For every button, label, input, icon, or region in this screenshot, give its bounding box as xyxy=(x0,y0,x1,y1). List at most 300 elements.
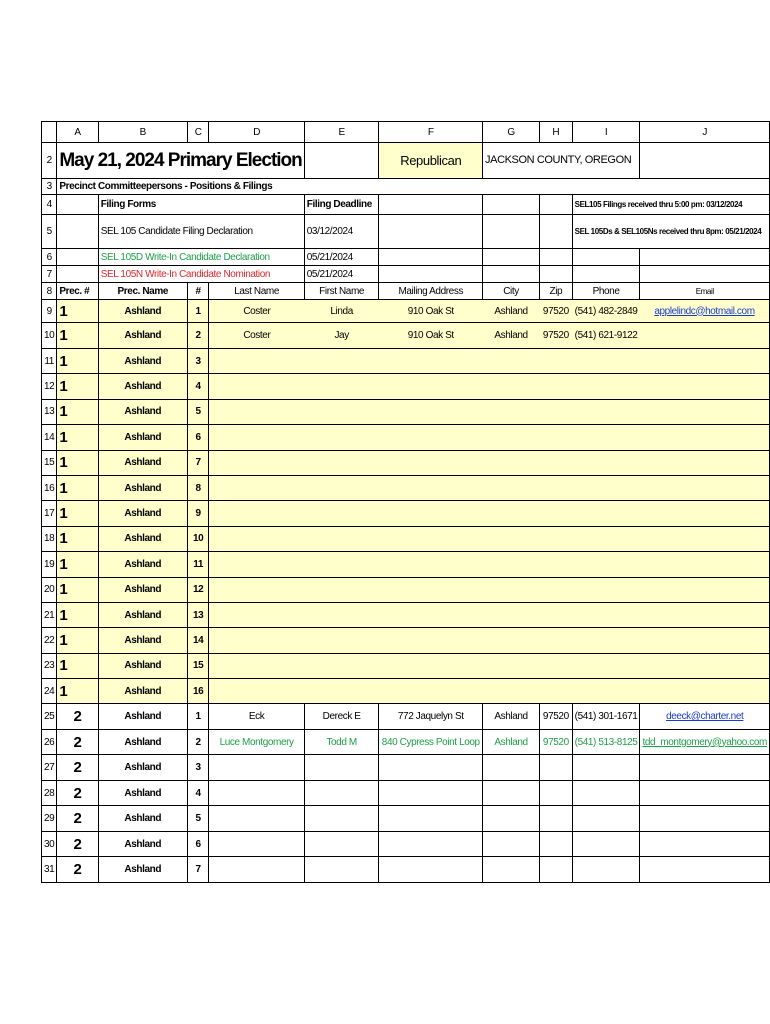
precinct-number[interactable]: 2 xyxy=(57,806,98,832)
first-name[interactable] xyxy=(304,857,379,883)
email[interactable] xyxy=(640,857,770,883)
email[interactable] xyxy=(640,425,770,450)
row-number[interactable]: 7 xyxy=(42,266,57,283)
first-name[interactable] xyxy=(304,475,379,500)
cell[interactable] xyxy=(379,249,483,266)
precinct-number[interactable]: 1 xyxy=(57,628,98,653)
precinct-number[interactable]: 2 xyxy=(57,831,98,857)
row-number[interactable]: 27 xyxy=(42,755,57,781)
mailing-address[interactable] xyxy=(379,475,483,500)
row-number[interactable]: 13 xyxy=(42,399,57,424)
zip[interactable] xyxy=(540,501,573,526)
email[interactable] xyxy=(640,831,770,857)
city[interactable] xyxy=(483,755,540,781)
filing-note[interactable]: SEL 105Ds & SEL105Ns received thru 8pm: 05/21/2024 xyxy=(572,215,769,249)
zip[interactable] xyxy=(540,780,573,806)
position-number[interactable]: 5 xyxy=(187,399,209,424)
row-number[interactable]: 29 xyxy=(42,806,57,832)
zip[interactable] xyxy=(540,831,573,857)
city[interactable] xyxy=(483,374,540,399)
row-number[interactable]: 10 xyxy=(42,323,57,349)
zip[interactable] xyxy=(540,653,573,678)
city[interactable] xyxy=(483,628,540,653)
precinct-number[interactable]: 1 xyxy=(57,679,98,704)
phone[interactable] xyxy=(572,831,640,857)
city[interactable] xyxy=(483,501,540,526)
first-name[interactable] xyxy=(304,577,379,602)
precinct-name[interactable]: Ashland xyxy=(98,806,187,832)
cell[interactable] xyxy=(572,266,640,283)
precinct-name[interactable]: Ashland xyxy=(98,679,187,704)
email[interactable] xyxy=(640,755,770,781)
column-header[interactable]: G xyxy=(483,122,540,143)
row-number[interactable]: 19 xyxy=(42,552,57,577)
position-number[interactable]: 1 xyxy=(187,704,209,730)
filing-deadline[interactable]: 03/12/2024 xyxy=(304,215,379,249)
position-number[interactable]: 1 xyxy=(187,300,209,323)
header-phone[interactable]: Phone xyxy=(572,283,640,300)
last-name[interactable] xyxy=(209,857,304,883)
city[interactable] xyxy=(483,806,540,832)
cell[interactable] xyxy=(483,249,540,266)
position-number[interactable]: 13 xyxy=(187,602,209,627)
email[interactable] xyxy=(640,323,770,349)
last-name[interactable] xyxy=(209,628,304,653)
position-number[interactable]: 10 xyxy=(187,526,209,551)
precinct-number[interactable]: 2 xyxy=(57,857,98,883)
mailing-address[interactable] xyxy=(379,602,483,627)
row-number[interactable]: 15 xyxy=(42,450,57,475)
city[interactable]: Ashland xyxy=(483,323,540,349)
mailing-address[interactable] xyxy=(379,628,483,653)
row-number[interactable]: 3 xyxy=(42,179,57,195)
phone[interactable] xyxy=(572,653,640,678)
zip[interactable]: 97520 xyxy=(540,729,573,755)
position-number[interactable]: 2 xyxy=(187,323,209,349)
position-number[interactable]: 16 xyxy=(187,679,209,704)
email[interactable]: tdd_montgomery@yahoo.com xyxy=(640,729,770,755)
mailing-address[interactable] xyxy=(379,780,483,806)
position-number[interactable]: 4 xyxy=(187,780,209,806)
zip[interactable] xyxy=(540,526,573,551)
phone[interactable] xyxy=(572,806,640,832)
last-name[interactable] xyxy=(209,450,304,475)
phone[interactable] xyxy=(572,628,640,653)
city[interactable] xyxy=(483,475,540,500)
row-number[interactable]: 6 xyxy=(42,249,57,266)
precinct-name[interactable]: Ashland xyxy=(98,755,187,781)
zip[interactable] xyxy=(540,602,573,627)
mailing-address[interactable] xyxy=(379,349,483,374)
phone[interactable] xyxy=(572,425,640,450)
first-name[interactable] xyxy=(304,755,379,781)
email[interactable] xyxy=(640,602,770,627)
row-number[interactable]: 11 xyxy=(42,349,57,374)
city[interactable] xyxy=(483,679,540,704)
cell[interactable] xyxy=(640,143,770,179)
header-email[interactable]: Email xyxy=(640,283,770,300)
cell[interactable] xyxy=(540,215,573,249)
position-number[interactable]: 6 xyxy=(187,831,209,857)
last-name[interactable] xyxy=(209,806,304,832)
mailing-address[interactable] xyxy=(379,755,483,781)
first-name[interactable] xyxy=(304,780,379,806)
precinct-number[interactable]: 1 xyxy=(57,501,98,526)
header-prec[interactable]: Prec. # xyxy=(57,283,98,300)
first-name[interactable]: Jay xyxy=(304,323,379,349)
position-number[interactable]: 14 xyxy=(187,628,209,653)
phone[interactable]: (541) 621-9122 xyxy=(572,323,640,349)
first-name[interactable] xyxy=(304,425,379,450)
precinct-number[interactable]: 2 xyxy=(57,704,98,730)
zip[interactable] xyxy=(540,857,573,883)
precinct-number[interactable]: 1 xyxy=(57,653,98,678)
last-name[interactable] xyxy=(209,577,304,602)
filing-deadline[interactable]: 05/21/2024 xyxy=(304,266,379,283)
position-number[interactable]: 3 xyxy=(187,755,209,781)
position-number[interactable]: 8 xyxy=(187,475,209,500)
zip[interactable]: 97520 xyxy=(540,300,573,323)
phone[interactable] xyxy=(572,679,640,704)
cell[interactable] xyxy=(540,195,573,215)
precinct-name[interactable]: Ashland xyxy=(98,450,187,475)
zip[interactable] xyxy=(540,450,573,475)
last-name[interactable] xyxy=(209,653,304,678)
precinct-name[interactable]: Ashland xyxy=(98,729,187,755)
mailing-address[interactable] xyxy=(379,374,483,399)
zip[interactable] xyxy=(540,475,573,500)
email[interactable] xyxy=(640,399,770,424)
filing-form-name[interactable]: SEL 105D Write-In Candidate Declaration xyxy=(98,249,304,266)
first-name[interactable] xyxy=(304,831,379,857)
zip[interactable] xyxy=(540,374,573,399)
precinct-name[interactable]: Ashland xyxy=(98,374,187,399)
email[interactable]: applelindc@hotmail.com xyxy=(640,300,770,323)
position-number[interactable]: 15 xyxy=(187,653,209,678)
precinct-name[interactable]: Ashland xyxy=(98,399,187,424)
row-number[interactable]: 24 xyxy=(42,679,57,704)
last-name[interactable]: Coster xyxy=(209,323,304,349)
page-title[interactable]: May 21, 2024 Primary Election xyxy=(57,143,304,179)
cell[interactable] xyxy=(57,195,98,215)
filing-form-name[interactable]: SEL 105N Write-In Candidate Nomination xyxy=(98,266,304,283)
first-name[interactable]: Dereck E xyxy=(304,704,379,730)
cell[interactable] xyxy=(483,215,540,249)
last-name[interactable] xyxy=(209,679,304,704)
last-name[interactable] xyxy=(209,399,304,424)
position-number[interactable]: 7 xyxy=(187,450,209,475)
position-number[interactable]: 4 xyxy=(187,374,209,399)
precinct-number[interactable]: 1 xyxy=(57,300,98,323)
last-name[interactable]: Coster xyxy=(209,300,304,323)
email[interactable] xyxy=(640,780,770,806)
last-name[interactable] xyxy=(209,374,304,399)
filing-form-name[interactable]: SEL 105 Candidate Filing Declaration xyxy=(98,215,304,249)
precinct-name[interactable]: Ashland xyxy=(98,349,187,374)
precinct-name[interactable]: Ashland xyxy=(98,831,187,857)
filing-deadline-label[interactable]: Filing Deadline xyxy=(304,195,379,215)
column-header[interactable]: D xyxy=(209,122,304,143)
email[interactable] xyxy=(640,526,770,551)
row-number[interactable]: 28 xyxy=(42,780,57,806)
zip[interactable] xyxy=(540,755,573,781)
row-number[interactable]: 2 xyxy=(42,143,57,179)
cell[interactable] xyxy=(572,249,640,266)
column-header[interactable]: H xyxy=(540,122,573,143)
cell[interactable] xyxy=(640,249,770,266)
zip[interactable] xyxy=(540,399,573,424)
email[interactable] xyxy=(640,806,770,832)
city[interactable] xyxy=(483,602,540,627)
precinct-number[interactable]: 1 xyxy=(57,425,98,450)
header-zip[interactable]: Zip xyxy=(540,283,573,300)
row-number[interactable]: 16 xyxy=(42,475,57,500)
last-name[interactable] xyxy=(209,501,304,526)
mailing-address[interactable] xyxy=(379,653,483,678)
precinct-number[interactable]: 1 xyxy=(57,399,98,424)
city[interactable] xyxy=(483,425,540,450)
cell[interactable] xyxy=(57,215,98,249)
precinct-name[interactable]: Ashland xyxy=(98,323,187,349)
phone[interactable] xyxy=(572,349,640,374)
mailing-address[interactable] xyxy=(379,806,483,832)
last-name[interactable] xyxy=(209,780,304,806)
row-number[interactable]: 8 xyxy=(42,283,57,300)
row-number[interactable]: 23 xyxy=(42,653,57,678)
city[interactable] xyxy=(483,780,540,806)
county-label[interactable]: JACKSON COUNTY, OREGON xyxy=(483,143,640,179)
mailing-address[interactable] xyxy=(379,679,483,704)
column-header[interactable]: E xyxy=(304,122,379,143)
header-num[interactable]: # xyxy=(187,283,209,300)
mailing-address[interactable] xyxy=(379,526,483,551)
first-name[interactable] xyxy=(304,374,379,399)
last-name[interactable] xyxy=(209,755,304,781)
phone[interactable] xyxy=(572,501,640,526)
position-number[interactable]: 5 xyxy=(187,806,209,832)
row-number[interactable]: 18 xyxy=(42,526,57,551)
last-name[interactable] xyxy=(209,526,304,551)
email[interactable] xyxy=(640,653,770,678)
phone[interactable] xyxy=(572,399,640,424)
column-header[interactable]: B xyxy=(98,122,187,143)
row-number[interactable]: 30 xyxy=(42,831,57,857)
last-name[interactable] xyxy=(209,831,304,857)
first-name[interactable] xyxy=(304,679,379,704)
zip[interactable] xyxy=(540,552,573,577)
position-number[interactable]: 9 xyxy=(187,501,209,526)
precinct-name[interactable]: Ashland xyxy=(98,628,187,653)
precinct-name[interactable]: Ashland xyxy=(98,475,187,500)
precinct-number[interactable]: 1 xyxy=(57,450,98,475)
email[interactable]: deeck@charter.net xyxy=(640,704,770,730)
city[interactable]: Ashland xyxy=(483,704,540,730)
first-name[interactable] xyxy=(304,806,379,832)
mailing-address[interactable] xyxy=(379,577,483,602)
first-name[interactable] xyxy=(304,653,379,678)
precinct-number[interactable]: 1 xyxy=(57,323,98,349)
mailing-address[interactable] xyxy=(379,399,483,424)
phone[interactable] xyxy=(572,755,640,781)
city[interactable] xyxy=(483,526,540,551)
first-name[interactable] xyxy=(304,552,379,577)
last-name[interactable] xyxy=(209,349,304,374)
precinct-name[interactable]: Ashland xyxy=(98,577,187,602)
row-number[interactable]: 22 xyxy=(42,628,57,653)
position-number[interactable]: 11 xyxy=(187,552,209,577)
city[interactable] xyxy=(483,349,540,374)
filing-deadline[interactable]: 05/21/2024 xyxy=(304,249,379,266)
email[interactable] xyxy=(640,450,770,475)
precinct-name[interactable]: Ashland xyxy=(98,857,187,883)
first-name[interactable] xyxy=(304,450,379,475)
row-number[interactable]: 4 xyxy=(42,195,57,215)
city[interactable] xyxy=(483,450,540,475)
cell[interactable] xyxy=(540,266,573,283)
precinct-number[interactable]: 1 xyxy=(57,374,98,399)
first-name[interactable] xyxy=(304,501,379,526)
header-last-name[interactable]: Last Name xyxy=(209,283,304,300)
precinct-number[interactable]: 1 xyxy=(57,602,98,627)
subtitle[interactable]: Precinct Committeepersons - Positions & Filings xyxy=(57,179,770,195)
position-number[interactable]: 12 xyxy=(187,577,209,602)
column-header[interactable]: A xyxy=(57,122,98,143)
cell[interactable] xyxy=(379,195,483,215)
position-number[interactable]: 7 xyxy=(187,857,209,883)
first-name[interactable]: Todd M xyxy=(304,729,379,755)
precinct-name[interactable]: Ashland xyxy=(98,425,187,450)
mailing-address[interactable] xyxy=(379,450,483,475)
precinct-name[interactable]: Ashland xyxy=(98,300,187,323)
zip[interactable] xyxy=(540,628,573,653)
column-header[interactable]: F xyxy=(379,122,483,143)
filing-note[interactable]: SEL105 Filings received thru 5:00 pm: 03/12/2024 xyxy=(572,195,769,215)
first-name[interactable] xyxy=(304,602,379,627)
cell[interactable] xyxy=(483,266,540,283)
email[interactable] xyxy=(640,552,770,577)
zip[interactable] xyxy=(540,425,573,450)
filing-forms-label[interactable]: Filing Forms xyxy=(98,195,304,215)
cell[interactable] xyxy=(540,249,573,266)
precinct-number[interactable]: 1 xyxy=(57,349,98,374)
last-name[interactable]: Eck xyxy=(209,704,304,730)
header-address[interactable]: Mailing Address xyxy=(379,283,483,300)
cell[interactable] xyxy=(57,266,98,283)
mailing-address[interactable]: 910 Oak St xyxy=(379,300,483,323)
precinct-number[interactable]: 2 xyxy=(57,755,98,781)
first-name[interactable] xyxy=(304,526,379,551)
last-name[interactable]: Luce Montgomery xyxy=(209,729,304,755)
header-first-name[interactable]: First Name xyxy=(304,283,379,300)
zip[interactable] xyxy=(540,577,573,602)
phone[interactable] xyxy=(572,475,640,500)
precinct-name[interactable]: Ashland xyxy=(98,552,187,577)
zip[interactable] xyxy=(540,349,573,374)
row-number[interactable]: 21 xyxy=(42,602,57,627)
email[interactable] xyxy=(640,501,770,526)
party-label[interactable]: Republican xyxy=(379,143,483,179)
city[interactable] xyxy=(483,577,540,602)
column-header[interactable]: C xyxy=(187,122,209,143)
mailing-address[interactable] xyxy=(379,425,483,450)
precinct-name[interactable]: Ashland xyxy=(98,704,187,730)
precinct-name[interactable]: Ashland xyxy=(98,653,187,678)
email[interactable] xyxy=(640,577,770,602)
email[interactable] xyxy=(640,349,770,374)
phone[interactable] xyxy=(572,374,640,399)
cell[interactable] xyxy=(304,143,379,179)
last-name[interactable] xyxy=(209,425,304,450)
city[interactable] xyxy=(483,552,540,577)
email[interactable] xyxy=(640,475,770,500)
zip[interactable]: 97520 xyxy=(540,704,573,730)
header-prec-name[interactable]: Prec. Name xyxy=(98,283,187,300)
row-number[interactable]: 26 xyxy=(42,729,57,755)
phone[interactable] xyxy=(572,577,640,602)
precinct-name[interactable]: Ashland xyxy=(98,526,187,551)
last-name[interactable] xyxy=(209,552,304,577)
last-name[interactable] xyxy=(209,475,304,500)
corner-cell[interactable] xyxy=(42,122,57,143)
row-number[interactable]: 17 xyxy=(42,501,57,526)
cell[interactable] xyxy=(640,266,770,283)
row-number[interactable]: 20 xyxy=(42,577,57,602)
precinct-number[interactable]: 1 xyxy=(57,526,98,551)
precinct-name[interactable]: Ashland xyxy=(98,780,187,806)
precinct-name[interactable]: Ashland xyxy=(98,501,187,526)
precinct-number[interactable]: 1 xyxy=(57,475,98,500)
cell[interactable] xyxy=(379,215,483,249)
row-number[interactable]: 31 xyxy=(42,857,57,883)
mailing-address[interactable] xyxy=(379,501,483,526)
row-number[interactable]: 9 xyxy=(42,300,57,323)
row-number[interactable]: 12 xyxy=(42,374,57,399)
phone[interactable] xyxy=(572,450,640,475)
email[interactable] xyxy=(640,679,770,704)
precinct-number[interactable]: 2 xyxy=(57,780,98,806)
mailing-address[interactable]: 840 Cypress Point Loop xyxy=(379,729,483,755)
header-city[interactable]: City xyxy=(483,283,540,300)
mailing-address[interactable]: 910 Oak St xyxy=(379,323,483,349)
row-number[interactable]: 5 xyxy=(42,215,57,249)
cell[interactable] xyxy=(483,195,540,215)
email[interactable] xyxy=(640,628,770,653)
cell[interactable] xyxy=(379,266,483,283)
position-number[interactable]: 3 xyxy=(187,349,209,374)
phone[interactable]: (541) 482-2849 xyxy=(572,300,640,323)
precinct-number[interactable]: 1 xyxy=(57,552,98,577)
zip[interactable] xyxy=(540,806,573,832)
column-header[interactable]: I xyxy=(572,122,640,143)
precinct-name[interactable]: Ashland xyxy=(98,602,187,627)
phone[interactable] xyxy=(572,857,640,883)
phone[interactable] xyxy=(572,526,640,551)
mailing-address[interactable] xyxy=(379,552,483,577)
row-number[interactable]: 14 xyxy=(42,425,57,450)
first-name[interactable] xyxy=(304,399,379,424)
last-name[interactable] xyxy=(209,602,304,627)
phone[interactable] xyxy=(572,780,640,806)
first-name[interactable] xyxy=(304,349,379,374)
first-name[interactable]: Linda xyxy=(304,300,379,323)
phone[interactable]: (541) 301-1671 xyxy=(572,704,640,730)
column-header[interactable]: J xyxy=(640,122,770,143)
position-number[interactable]: 6 xyxy=(187,425,209,450)
phone[interactable]: (541) 513-8125 xyxy=(572,729,640,755)
zip[interactable]: 97520 xyxy=(540,323,573,349)
row-number[interactable]: 25 xyxy=(42,704,57,730)
position-number[interactable]: 2 xyxy=(187,729,209,755)
